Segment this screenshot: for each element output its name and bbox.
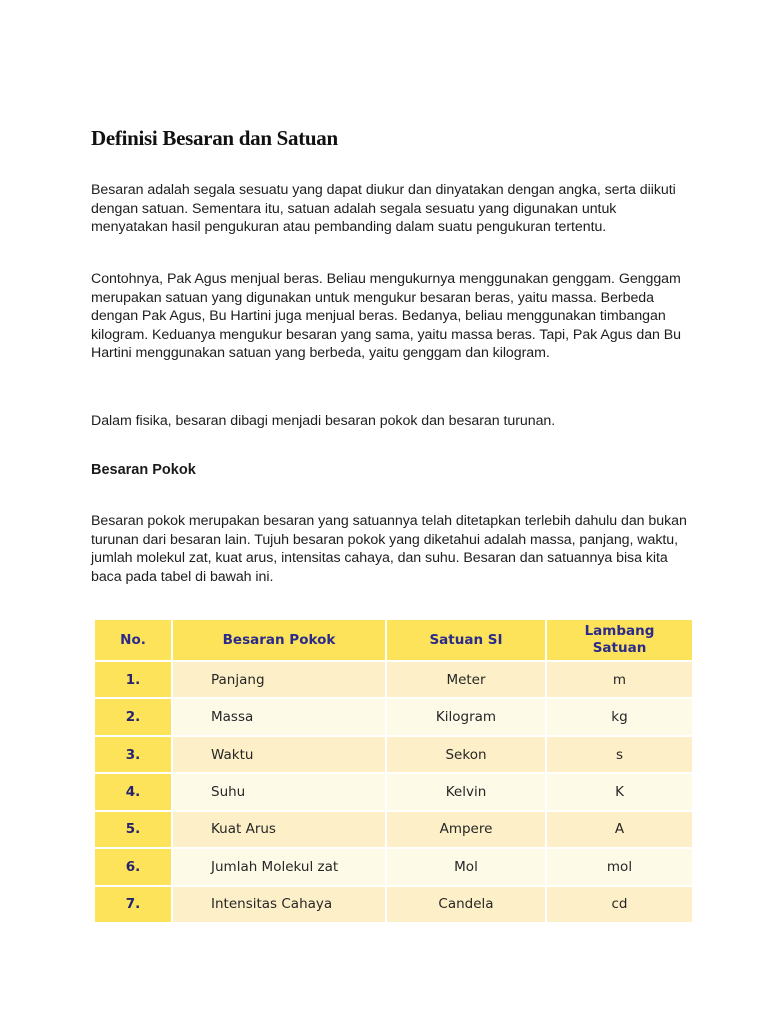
paragraph-definition: Besaran adalah segala sesuatu yang dapat diukur dan dinyatakan dengan angka, serta diikuti dengan satuan. Sementara itu, satuan adalah segala sesuatu yang digunakan untuk menyatakan hasil pengukuran atau pembanding dalam suatu pengukuran tertentu. — [91, 182, 676, 236]
row-lambang: m — [546, 661, 693, 698]
section-heading: Besaran Pokok — [91, 462, 196, 478]
row-satuan: Kilogram — [386, 698, 546, 735]
table-row — [94, 811, 693, 848]
paragraph-example: Contohnya, Pak Agus menjual beras. Beliau mengukurnya menggunakan genggam. Genggam merupakan satuan yang digunakan untuk mengukur besaran beras, yaitu massa. Berbeda dengan Pak Agus, Bu Hartini juga menjual beras. Bedanya, beliau menggunakan timbangan kilogram. Keduanya mengukur besaran yang sama, yaitu massa beras. Tapi, Pak Agus dan Bu Hartini menggunakan satuan yang berbeda, yaitu genggam dan kilogram. — [91, 271, 682, 362]
row-satuan: Meter — [386, 661, 546, 698]
table-row — [94, 661, 693, 698]
row-lambang: kg — [546, 698, 693, 735]
paragraph-besaran-pokok: Besaran pokok merupakan besaran yang satuannya telah ditetapkan terlebih dahulu dan bukan turunan dari besaran lain. Tujuh besaran pokok yang diketahui adalah massa, panjang, waktu, jumlah molekul zat, kuat arus, intensitas cahaya, dan suhu. Besaran dan satuannya bisa kita baca pada tabel di bawah ini. — [91, 513, 687, 585]
row-satuan: Sekon — [386, 736, 546, 773]
row-besaran: Panjang — [172, 661, 386, 698]
row-no: 6. — [94, 848, 172, 885]
row-no: 5. — [94, 811, 172, 848]
row-no: 2. — [94, 698, 172, 735]
row-lambang: s — [546, 736, 693, 773]
row-besaran: Intensitas Cahaya — [172, 886, 386, 923]
row-no: 4. — [94, 773, 172, 810]
row-besaran: Suhu — [172, 773, 386, 810]
page-title: Definisi Besaran dan Satuan — [91, 126, 338, 150]
row-no: 3. — [94, 736, 172, 773]
table-row — [94, 848, 693, 885]
paragraph-classification: Dalam fisika, besaran dibagi menjadi besaran pokok dan besaran turunan. — [91, 413, 556, 429]
header-no: No. — [94, 619, 172, 661]
row-satuan: Candela — [386, 886, 546, 923]
row-satuan: Mol — [386, 848, 546, 885]
row-lambang: mol — [546, 848, 693, 885]
table-header-row — [94, 619, 693, 661]
table-row — [94, 698, 693, 735]
header-besaran: Besaran Pokok — [172, 619, 386, 661]
table-row — [94, 886, 693, 923]
row-lambang: K — [546, 773, 693, 810]
row-satuan: Ampere — [386, 811, 546, 848]
row-besaran: Massa — [172, 698, 386, 735]
row-besaran: Waktu — [172, 736, 386, 773]
row-besaran: Jumlah Molekul zat — [172, 848, 386, 885]
row-no: 1. — [94, 661, 172, 698]
row-lambang: cd — [546, 886, 693, 923]
row-satuan: Kelvin — [386, 773, 546, 810]
besaran-pokok-table — [93, 618, 692, 924]
row-besaran: Kuat Arus — [172, 811, 386, 848]
table-row — [94, 773, 693, 810]
row-no: 7. — [94, 886, 172, 923]
row-lambang: A — [546, 811, 693, 848]
header-lambang: Lambang Satuan — [546, 619, 693, 661]
table-row — [94, 736, 693, 773]
header-satuan: Satuan SI — [386, 619, 546, 661]
